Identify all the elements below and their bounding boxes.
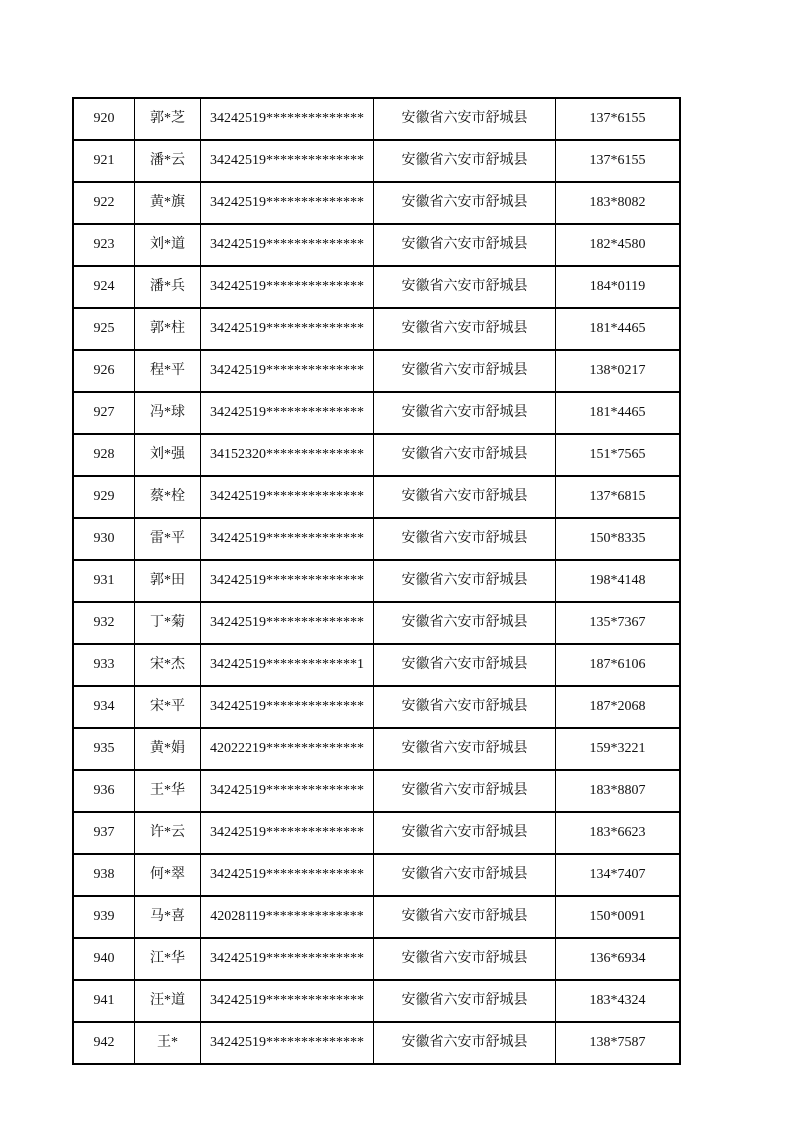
table-row <box>73 140 680 182</box>
cell-id: 34242519************** <box>201 350 374 392</box>
cell-region: 安徽省六安市舒城县 <box>374 644 556 686</box>
cell-no: 939 <box>73 896 135 938</box>
cell-name: 雷*平 <box>135 518 201 560</box>
cell-region: 安徽省六安市舒城县 <box>374 392 556 434</box>
cell-no: 921 <box>73 140 135 182</box>
cell-phone: 138*7587 <box>556 1022 681 1064</box>
cell-region: 安徽省六安市舒城县 <box>374 854 556 896</box>
cell-id: 34242519************** <box>201 98 374 140</box>
cell-name: 黄*旗 <box>135 182 201 224</box>
table-row <box>73 896 680 938</box>
cell-id: 34242519************** <box>201 1022 374 1064</box>
cell-no: 923 <box>73 224 135 266</box>
cell-id: 34242519************** <box>201 182 374 224</box>
cell-phone: 137*6155 <box>556 98 681 140</box>
cell-id: 34242519************** <box>201 392 374 434</box>
cell-no: 925 <box>73 308 135 350</box>
table-row <box>73 266 680 308</box>
cell-name: 宋*平 <box>135 686 201 728</box>
cell-region: 安徽省六安市舒城县 <box>374 266 556 308</box>
cell-region: 安徽省六安市舒城县 <box>374 602 556 644</box>
cell-phone: 181*4465 <box>556 308 681 350</box>
table-row <box>73 308 680 350</box>
cell-no: 935 <box>73 728 135 770</box>
cell-phone: 137*6155 <box>556 140 681 182</box>
cell-region: 安徽省六安市舒城县 <box>374 476 556 518</box>
cell-id: 34242519************** <box>201 224 374 266</box>
cell-region: 安徽省六安市舒城县 <box>374 434 556 476</box>
cell-name: 许*云 <box>135 812 201 854</box>
cell-no: 934 <box>73 686 135 728</box>
cell-phone: 135*7367 <box>556 602 681 644</box>
cell-region: 安徽省六安市舒城县 <box>374 182 556 224</box>
cell-phone: 184*0119 <box>556 266 681 308</box>
cell-name: 潘*兵 <box>135 266 201 308</box>
cell-region: 安徽省六安市舒城县 <box>374 518 556 560</box>
cell-name: 蔡*栓 <box>135 476 201 518</box>
cell-region: 安徽省六安市舒城县 <box>374 140 556 182</box>
table-row <box>73 854 680 896</box>
cell-region: 安徽省六安市舒城县 <box>374 308 556 350</box>
table-row <box>73 980 680 1022</box>
cell-region: 安徽省六安市舒城县 <box>374 728 556 770</box>
cell-id: 34242519************** <box>201 476 374 518</box>
cell-phone: 181*4465 <box>556 392 681 434</box>
table-row <box>73 728 680 770</box>
cell-phone: 151*7565 <box>556 434 681 476</box>
cell-phone: 187*6106 <box>556 644 681 686</box>
table-row <box>73 434 680 476</box>
cell-id: 34242519************** <box>201 980 374 1022</box>
cell-region: 安徽省六安市舒城县 <box>374 560 556 602</box>
cell-no: 930 <box>73 518 135 560</box>
cell-name: 刘*道 <box>135 224 201 266</box>
cell-phone: 136*6934 <box>556 938 681 980</box>
table-row <box>73 224 680 266</box>
cell-no: 926 <box>73 350 135 392</box>
cell-id: 34242519************** <box>201 854 374 896</box>
cell-name: 程*平 <box>135 350 201 392</box>
cell-phone: 187*2068 <box>556 686 681 728</box>
cell-region: 安徽省六安市舒城县 <box>374 938 556 980</box>
cell-no: 940 <box>73 938 135 980</box>
cell-id: 34242519************** <box>201 518 374 560</box>
cell-no: 938 <box>73 854 135 896</box>
cell-no: 932 <box>73 602 135 644</box>
cell-name: 江*华 <box>135 938 201 980</box>
cell-name: 潘*云 <box>135 140 201 182</box>
cell-no: 924 <box>73 266 135 308</box>
cell-id: 34242519************** <box>201 602 374 644</box>
cell-name: 郭*柱 <box>135 308 201 350</box>
table-row <box>73 98 680 140</box>
cell-name: 汪*道 <box>135 980 201 1022</box>
cell-phone: 183*4324 <box>556 980 681 1022</box>
cell-id: 34242519************** <box>201 938 374 980</box>
cell-no: 928 <box>73 434 135 476</box>
cell-id: 42028119************** <box>201 896 374 938</box>
cell-name: 黄*娟 <box>135 728 201 770</box>
cell-name: 郭*田 <box>135 560 201 602</box>
table-row <box>73 644 680 686</box>
cell-phone: 159*3221 <box>556 728 681 770</box>
table-row <box>73 392 680 434</box>
cell-name: 郭*芝 <box>135 98 201 140</box>
cell-region: 安徽省六安市舒城县 <box>374 896 556 938</box>
cell-no: 922 <box>73 182 135 224</box>
table-row <box>73 1022 680 1064</box>
cell-name: 马*喜 <box>135 896 201 938</box>
cell-id: 34242519************** <box>201 266 374 308</box>
cell-no: 933 <box>73 644 135 686</box>
cell-name: 宋*杰 <box>135 644 201 686</box>
cell-name: 冯*球 <box>135 392 201 434</box>
cell-id: 34242519*************1 <box>201 644 374 686</box>
cell-phone: 137*6815 <box>556 476 681 518</box>
cell-id: 34152320************** <box>201 434 374 476</box>
table-row <box>73 182 680 224</box>
cell-no: 920 <box>73 98 135 140</box>
table-row <box>73 812 680 854</box>
cell-phone: 198*4148 <box>556 560 681 602</box>
cell-region: 安徽省六安市舒城县 <box>374 812 556 854</box>
cell-no: 937 <box>73 812 135 854</box>
cell-region: 安徽省六安市舒城县 <box>374 1022 556 1064</box>
roster-table-body <box>73 98 680 1064</box>
cell-region: 安徽省六安市舒城县 <box>374 224 556 266</box>
table-row <box>73 560 680 602</box>
table-row <box>73 686 680 728</box>
cell-phone: 182*4580 <box>556 224 681 266</box>
cell-no: 936 <box>73 770 135 812</box>
cell-id: 34242519************** <box>201 140 374 182</box>
cell-phone: 150*8335 <box>556 518 681 560</box>
table-row <box>73 350 680 392</box>
cell-name: 王*华 <box>135 770 201 812</box>
roster-table <box>72 97 681 1065</box>
cell-id: 34242519************** <box>201 770 374 812</box>
cell-region: 安徽省六安市舒城县 <box>374 686 556 728</box>
cell-no: 942 <box>73 1022 135 1064</box>
table-row <box>73 602 680 644</box>
cell-region: 安徽省六安市舒城县 <box>374 980 556 1022</box>
cell-no: 941 <box>73 980 135 1022</box>
cell-no: 931 <box>73 560 135 602</box>
cell-region: 安徽省六安市舒城县 <box>374 350 556 392</box>
cell-phone: 138*0217 <box>556 350 681 392</box>
cell-region: 安徽省六安市舒城县 <box>374 770 556 812</box>
cell-name: 王* <box>135 1022 201 1064</box>
cell-phone: 183*6623 <box>556 812 681 854</box>
cell-phone: 150*0091 <box>556 896 681 938</box>
cell-id: 34242519************** <box>201 686 374 728</box>
table-row <box>73 518 680 560</box>
cell-name: 丁*菊 <box>135 602 201 644</box>
cell-name: 何*翠 <box>135 854 201 896</box>
cell-phone: 134*7407 <box>556 854 681 896</box>
cell-name: 刘*强 <box>135 434 201 476</box>
cell-id: 34242519************** <box>201 812 374 854</box>
cell-id: 34242519************** <box>201 308 374 350</box>
cell-phone: 183*8082 <box>556 182 681 224</box>
cell-no: 927 <box>73 392 135 434</box>
cell-region: 安徽省六安市舒城县 <box>374 98 556 140</box>
table-row <box>73 938 680 980</box>
cell-phone: 183*8807 <box>556 770 681 812</box>
table-row <box>73 476 680 518</box>
table-row <box>73 770 680 812</box>
cell-id: 34242519************** <box>201 560 374 602</box>
cell-id: 42022219************** <box>201 728 374 770</box>
cell-no: 929 <box>73 476 135 518</box>
